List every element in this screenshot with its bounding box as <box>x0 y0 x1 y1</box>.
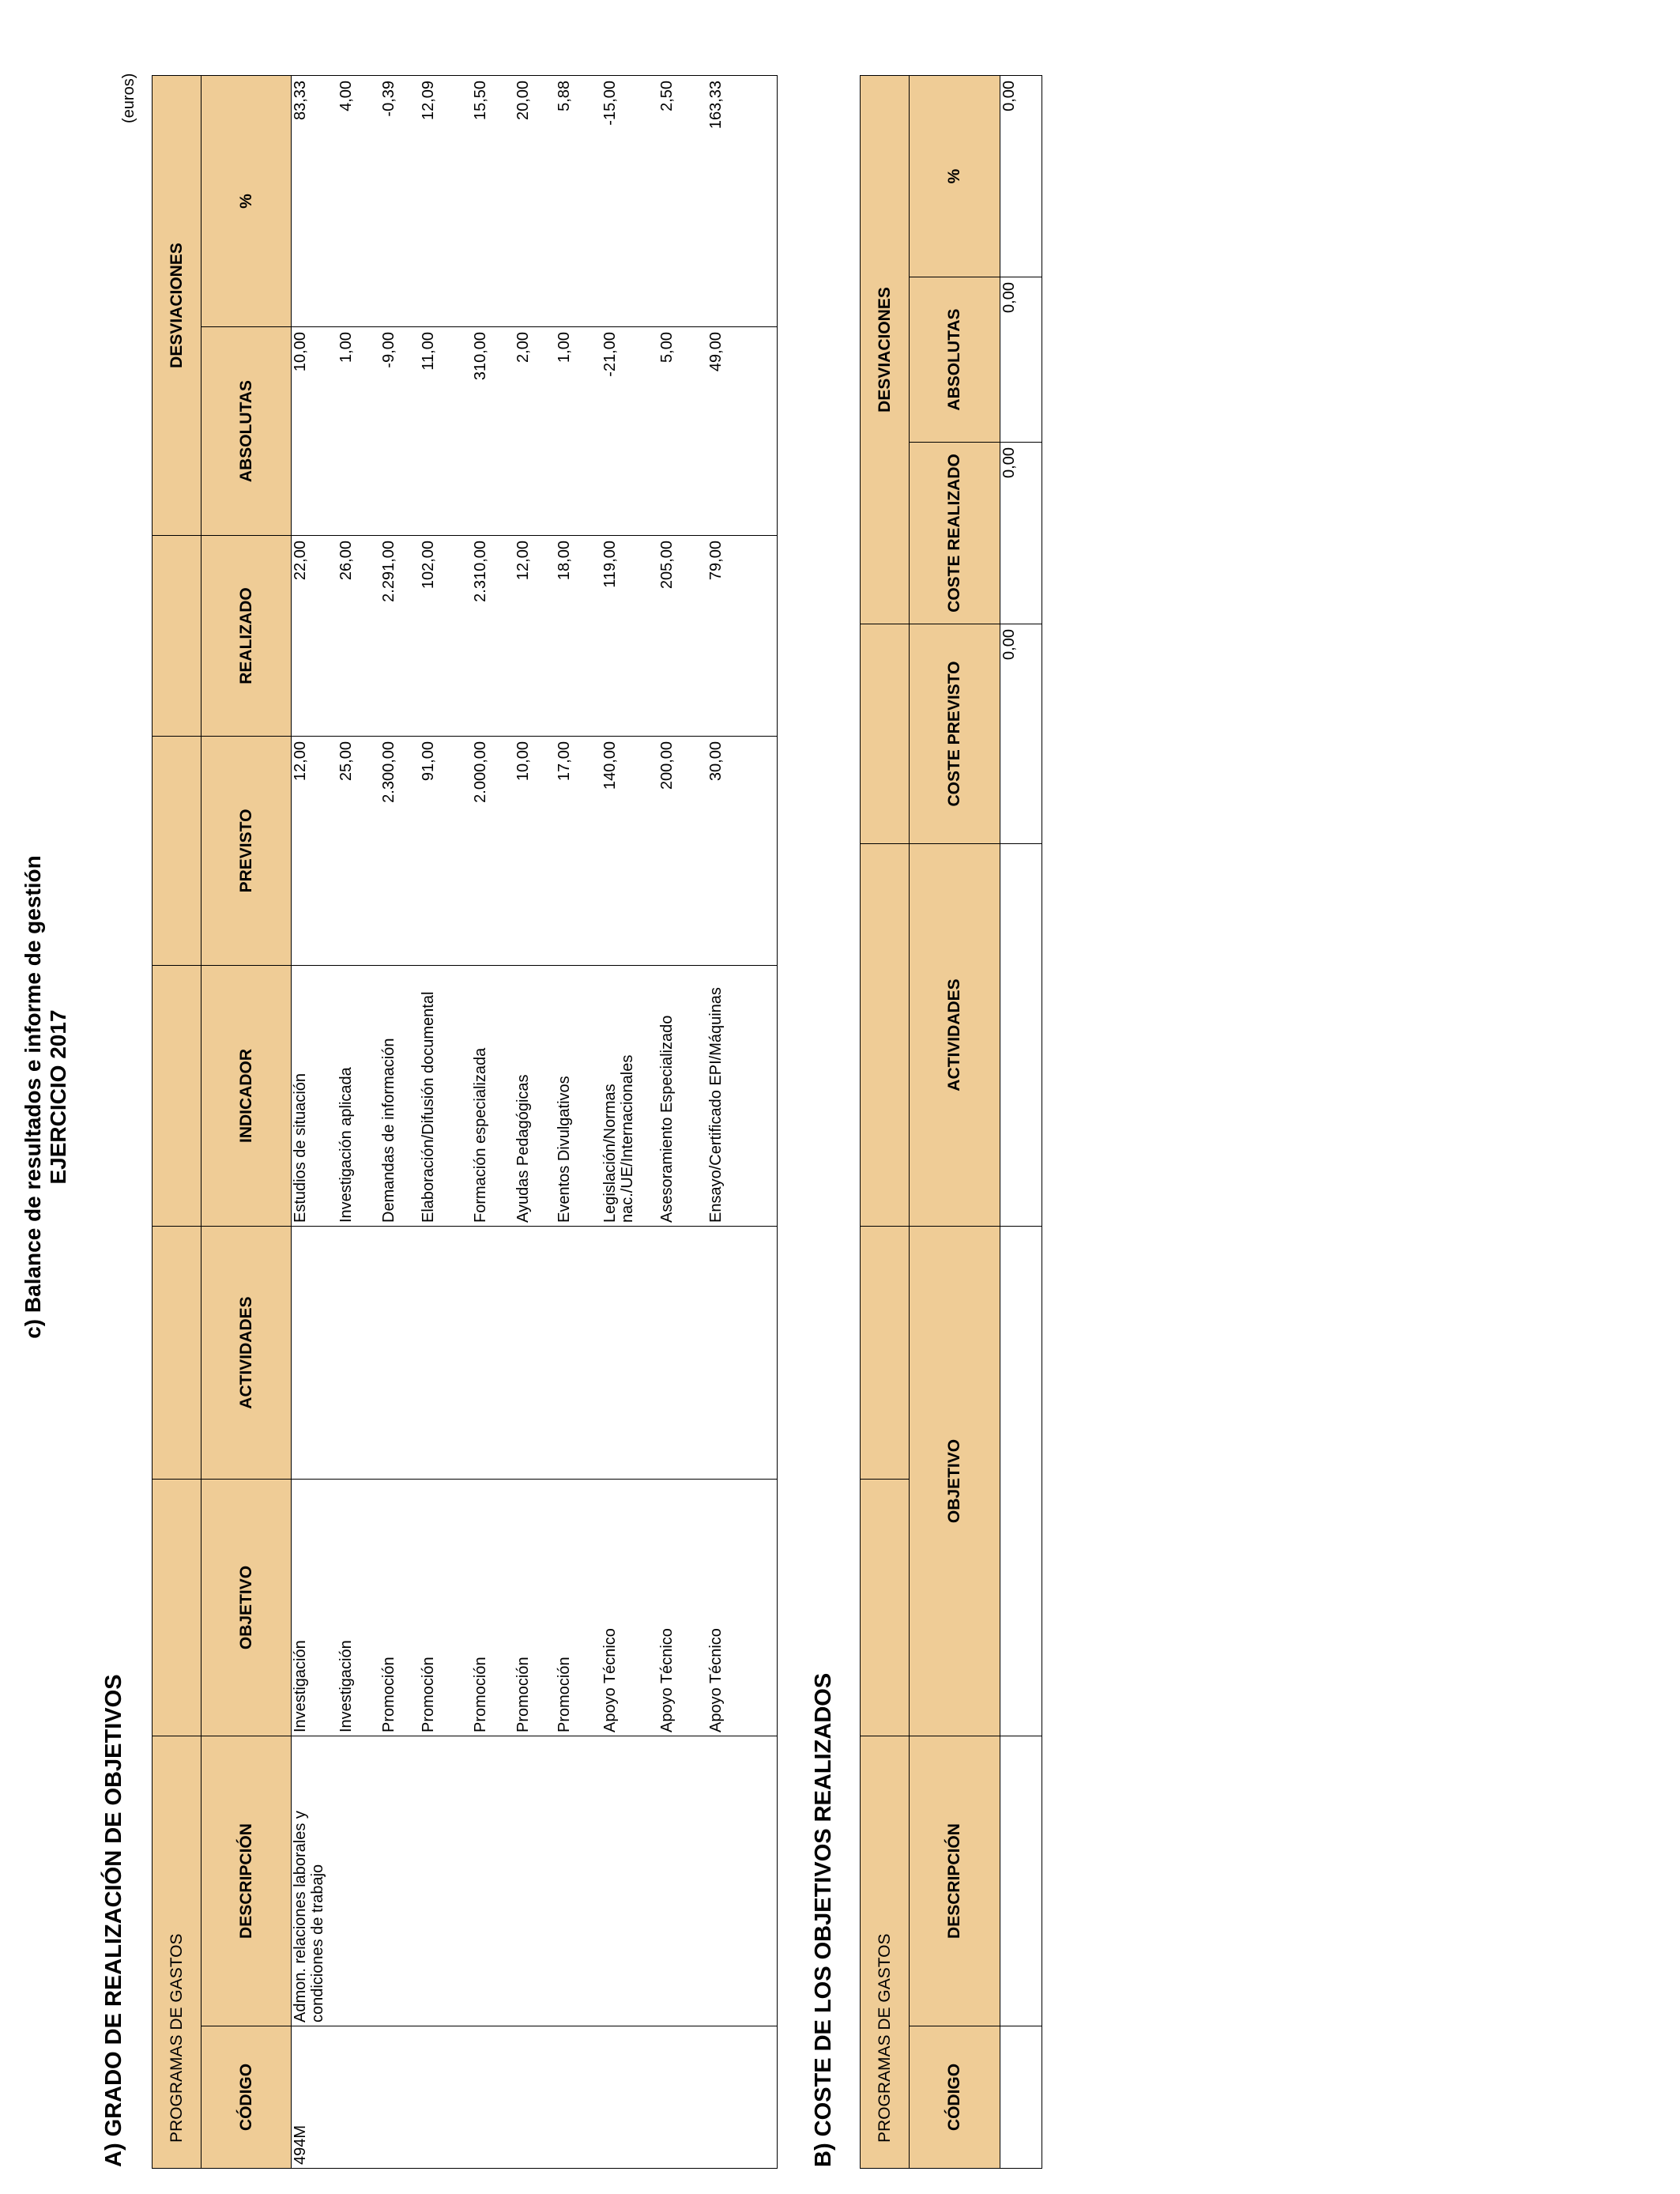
col-objetivo: OBJETIVO <box>202 1480 292 1736</box>
row-absolutas: 310,00 <box>472 332 489 381</box>
row-objetivo: Investigación <box>292 1640 309 1732</box>
b-group-blank-2 <box>861 1227 910 1480</box>
row-indicador: Ensayo/Certificado EPI/Máquinas <box>707 987 725 1223</box>
b-col-objetivo: OBJETIVO <box>910 1227 1000 1736</box>
b-cell-codigo <box>1000 2026 1042 2169</box>
row-previsto: 17,00 <box>556 741 573 782</box>
b-cell-absolutas: 0,00 <box>1000 277 1042 442</box>
page-heading <box>21 820 71 1374</box>
group-blank-5 <box>153 536 202 737</box>
row-pct: 15,50 <box>472 80 489 121</box>
row-absolutas: 2,00 <box>514 332 532 363</box>
b-cell-objetivo <box>1000 1227 1042 1736</box>
section-b-title: B) COSTE DE LOS OBJETIVOS REALIZADOS <box>811 1672 836 2167</box>
b-col-coste-previsto: COSTE PREVISTO <box>910 624 1000 844</box>
row-objetivo: Promoción <box>380 1657 397 1732</box>
group-programas-gastos: PROGRAMAS DE GASTOS <box>153 1736 202 2169</box>
row-realizado: 12,00 <box>514 541 532 581</box>
row-indicador: Asesoramiento Especializado <box>658 1015 676 1223</box>
objectives-table <box>152 75 778 2169</box>
row-realizado: 119,00 <box>601 541 619 588</box>
cell-absolutas <box>292 327 778 536</box>
heading-line1: c) Balance de resultados e informe de gestión <box>21 855 45 1339</box>
row-pct: -15,00 <box>601 80 619 126</box>
row-indicador: Elaboración/Difusión documental <box>420 991 437 1223</box>
col-descripcion: DESCRIPCIÓN <box>202 1736 292 2026</box>
row-pct: 4,00 <box>337 80 355 111</box>
row-indicador: Formación especializada <box>472 1047 489 1223</box>
b-col-desv-split <box>910 75 1000 442</box>
row-objetivo: Promoción <box>420 1657 437 1732</box>
row-previsto: 12,00 <box>292 741 309 782</box>
row-absolutas: 11,00 <box>420 332 437 371</box>
row-previsto: 2.000,00 <box>472 741 489 803</box>
row-absolutas: 49,00 <box>707 332 725 372</box>
row-absolutas: 5,00 <box>658 332 676 363</box>
b-group-blank-1 <box>861 1480 910 1736</box>
row-previsto: 140,00 <box>601 741 619 790</box>
row-previsto: 2.300,00 <box>380 741 397 803</box>
row-absolutas: 1,00 <box>556 332 573 363</box>
col-indicador: INDICADOR <box>202 966 292 1227</box>
row-previsto: 10,00 <box>514 741 532 782</box>
row-indicador: Demandas de información <box>380 1038 397 1223</box>
row-objetivo: Apoyo Técnico <box>658 1628 676 1732</box>
row-indicador: Ayudas Pedagógicas <box>514 1074 532 1223</box>
row-absolutas: -21,00 <box>601 332 619 377</box>
row-realizado: 79,00 <box>707 541 725 581</box>
b-col-codigo: CÓDIGO <box>910 2026 1000 2169</box>
row-pct: 83,33 <box>292 80 309 121</box>
group-blank-1 <box>153 1480 202 1736</box>
cell-indicador <box>292 966 778 1227</box>
section-a-title: A) GRADO DE REALIZACIÓN DE OBJETIVOS <box>101 1674 126 2167</box>
col-pct: % <box>202 75 292 326</box>
row-previsto: 25,00 <box>337 741 355 782</box>
row-realizado: 102,00 <box>420 541 437 590</box>
b-col-pct: % <box>945 168 963 184</box>
b-col-descripcion: DESCRIPCIÓN <box>910 1736 1000 2026</box>
cell-objetivo <box>292 1480 778 1736</box>
row-realizado: 26,00 <box>337 541 355 581</box>
row-pct: -0,39 <box>380 80 397 117</box>
cell-descripcion: Admon. relaciones laborales y condiciones de trabajo <box>292 1736 778 2026</box>
units-label: (euros) <box>120 73 137 123</box>
row-indicador: Legislación/Normas nac./UE/Internacionales <box>601 1054 636 1223</box>
b-col-actividades: ACTIVIDADES <box>910 844 1000 1227</box>
b-cell-actividades <box>1000 844 1042 1227</box>
row-objetivo: Apoyo Técnico <box>707 1628 725 1732</box>
b-col-absolutas: ABSOLUTAS <box>910 277 1000 442</box>
row-realizado: 18,00 <box>556 541 573 581</box>
row-objetivo: Investigación <box>337 1640 355 1732</box>
row-indicador: Eventos Divulgativos <box>556 1076 573 1223</box>
row-objetivo: Promoción <box>514 1657 532 1732</box>
row-previsto: 30,00 <box>707 741 725 782</box>
costs-table <box>860 75 1042 2169</box>
row-previsto: 91,00 <box>420 741 437 782</box>
col-realizado: REALIZADO <box>202 536 292 737</box>
row-pct: 2,50 <box>658 80 676 111</box>
b-cell-coste-previsto: 0,00 <box>1000 624 1042 844</box>
row-indicador: Estudios de situación <box>292 1072 309 1223</box>
group-desviaciones: DESVIACIONES <box>153 75 202 535</box>
group-blank-2 <box>153 1227 202 1480</box>
row-objetivo: Apoyo Técnico <box>601 1628 619 1732</box>
col-actividades: ACTIVIDADES <box>202 1227 292 1480</box>
row-realizado: 205,00 <box>658 541 676 590</box>
cell-realizado <box>292 536 778 737</box>
row-absolutas: 1,00 <box>337 332 355 363</box>
b-group-programas-gastos: PROGRAMAS DE GASTOS <box>861 1736 910 2169</box>
b-cell-desv <box>1000 75 1042 442</box>
b-group-desviaciones: DESVIACIONES <box>861 75 910 624</box>
row-pct: 12,09 <box>420 80 437 121</box>
row-indicador: Investigación aplicada <box>337 1067 355 1223</box>
heading-line2: EJERCICIO 2017 <box>46 1009 70 1185</box>
row-absolutas: -9,00 <box>380 332 397 368</box>
cell-pct <box>292 75 778 326</box>
cell-previsto <box>292 737 778 966</box>
b-cell-coste-realizado: 0,00 <box>1000 443 1042 624</box>
cell-codigo: 494M <box>292 2026 778 2169</box>
b-group-blank-3 <box>861 844 910 1227</box>
col-absolutas: ABSOLUTAS <box>202 327 292 536</box>
b-group-blank-4 <box>861 624 910 844</box>
row-previsto: 200,00 <box>658 741 676 790</box>
row-absolutas: 10,00 <box>292 332 309 372</box>
row-objetivo: Promoción <box>472 1657 489 1732</box>
row-realizado: 2.310,00 <box>472 541 489 602</box>
group-blank-3 <box>153 966 202 1227</box>
col-previsto: PREVISTO <box>202 737 292 966</box>
row-pct: 5,88 <box>556 80 573 111</box>
col-codigo: CÓDIGO <box>202 2026 292 2169</box>
b-cell-pct: 0,00 <box>1000 80 1018 111</box>
row-pct: 20,00 <box>514 80 532 121</box>
row-realizado: 2.291,00 <box>380 541 397 602</box>
group-blank-4 <box>153 737 202 966</box>
cell-actividades <box>292 1227 778 1480</box>
b-col-coste-realizado: COSTE REALIZADO <box>910 443 1000 624</box>
b-cell-descripcion <box>1000 1736 1042 2026</box>
row-objetivo: Promoción <box>556 1657 573 1732</box>
row-pct: 163,33 <box>707 80 725 130</box>
row-realizado: 22,00 <box>292 541 309 581</box>
